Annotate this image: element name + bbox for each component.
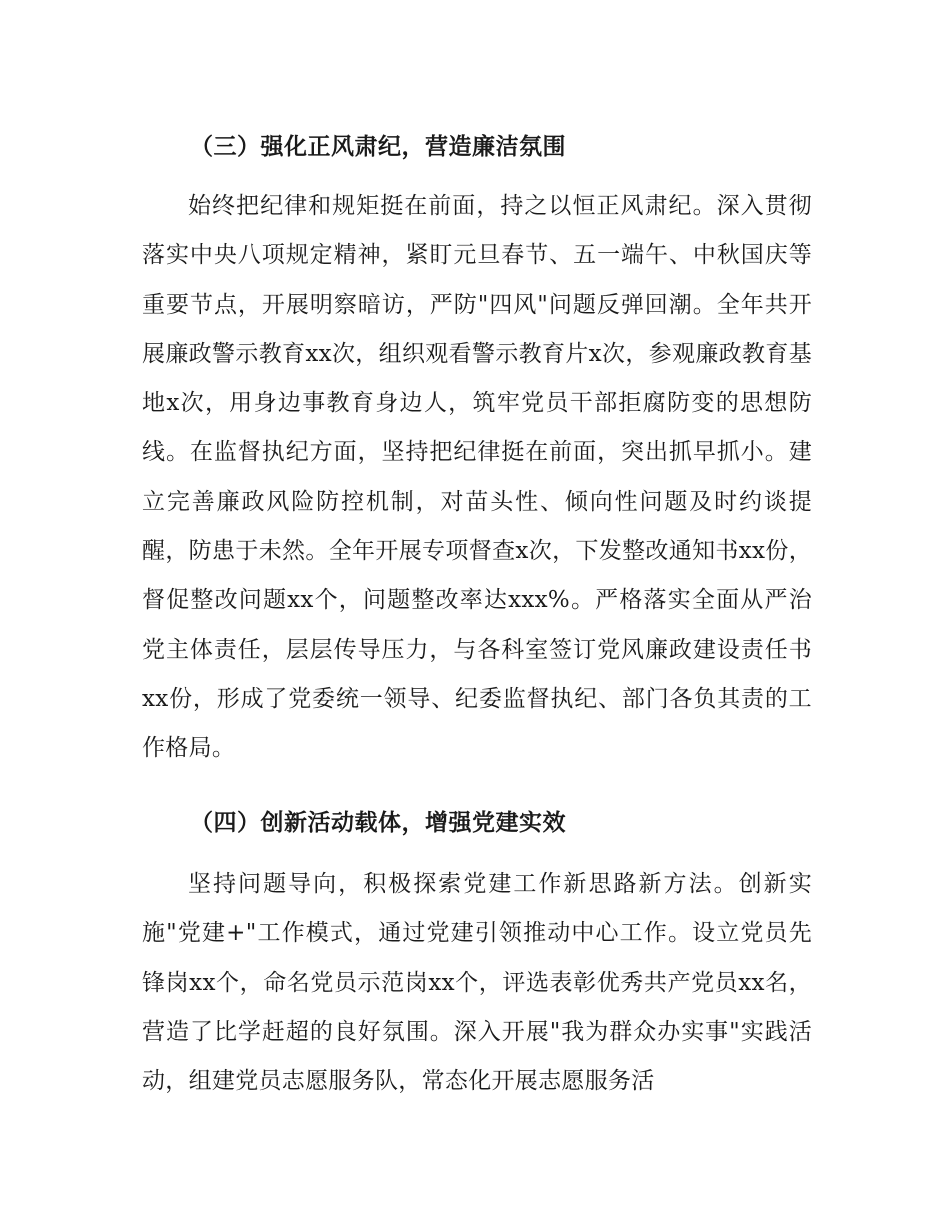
section-paragraph-4: 坚持问题导向，积极探索党建工作新思路新方法。创新实施"党建+"工作模式，通过党建引领推动中心工作。设立党员先锋岗xx个，命名党员示范岗xx个，评选表彰优秀共产党员xx名，营造了比学赶超的良好氛围。深入开展"我为群众办实事"实践活动，组建党员志愿服务队，常态化开展志愿服务活 xyxy=(142,871,812,1095)
section-heading-3: （三）强化正风肃纪，营造廉洁氛围 xyxy=(190,134,566,160)
section-paragraph-3: 始终把纪律和规矩挺在前面，持之以恒正风肃纪。深入贯彻落实中央八项规定精神，紧盯元旦春节、五一端午、中秋国庆等重要节点，开展明察暗访，严防"四风"问题反弹回潮。全年共开展廉政警示教育xx次，组织观看警示教育片x次，参观廉政教育基地x次，用身边事教育身边人，筑牢党员干部拒腐防变的思想防线。在监督执纪方面，坚持把纪律挺在前面，突出抓早抓小。建立完善廉政风险防控机制，对苗头性、倾向性问题及时约谈提醒，防患于未然。全年开展专项督查x次，下发整改通知书xx份，督促整改问题xx个，问题整改率达xxx%。严格落实全面从严治党主体责任，层层传导压力，与各科室签订党风廉政建设责任书xx份，形成了党委统一领导、纪委监督执纪、部门各负其责的工作格局。 xyxy=(142,193,812,762)
section-heading-4: （四）创新活动载体，增强党建实效 xyxy=(190,810,566,836)
